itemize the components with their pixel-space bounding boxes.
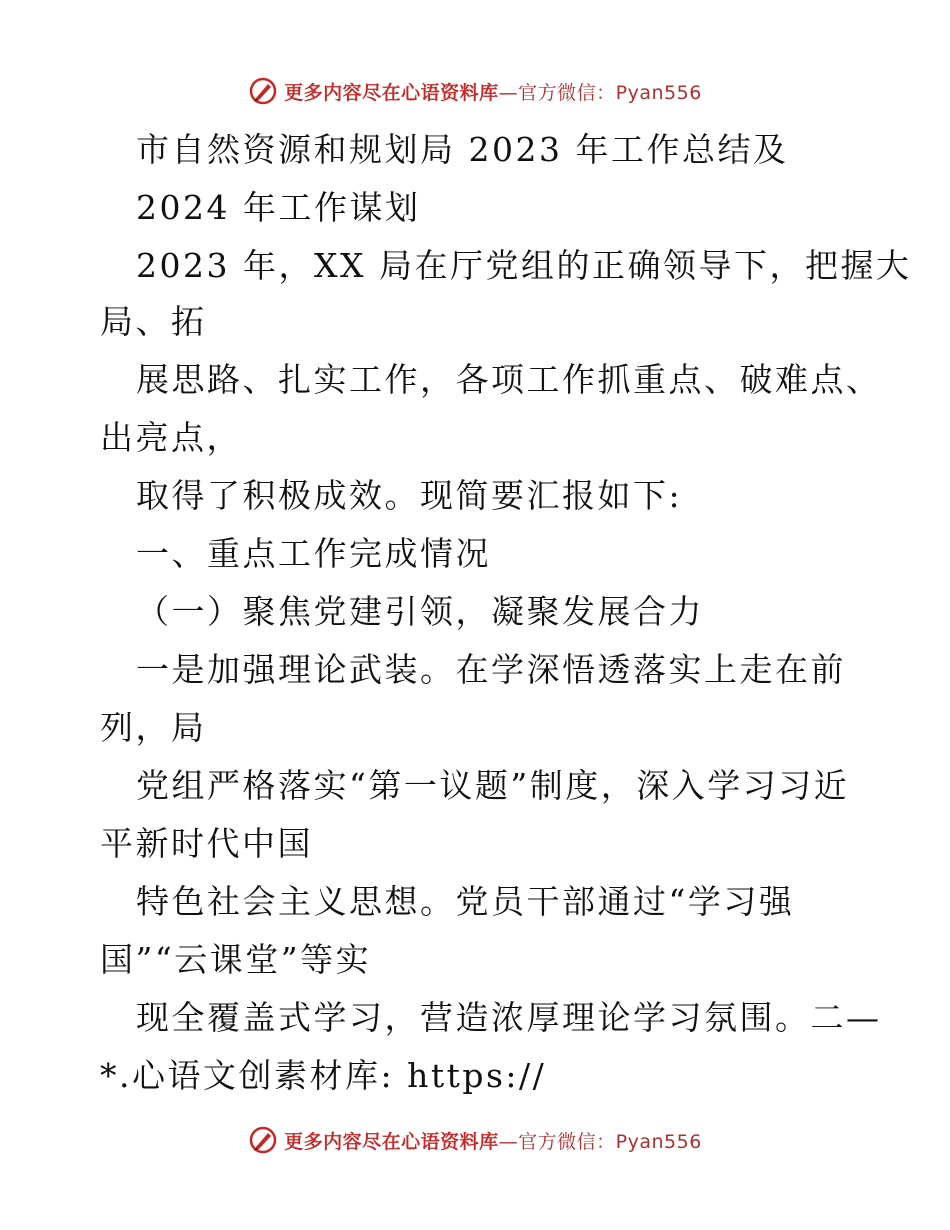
paragraph-line: 展思路、扎实工作，各项工作抓重点、破难点、 [136,360,882,399]
paragraph-line: *.心语文创素材库: https:// [100,1056,547,1095]
watermark-banner-top [0,73,950,109]
paragraph-line: 列，局 [100,708,207,747]
watermark-text: 更多内容尽在心语资料库—官方微信：Pyan556 [284,81,702,104]
paragraph-line: 局、拓 [100,302,207,341]
paragraph-line: 出亮点， [100,418,242,457]
red-pen-logo-icon [248,76,278,106]
paragraph-line: 取得了积极成效。现简要汇报如下: [136,476,683,515]
paragraph-line: 国”“云课堂”等实 [100,940,372,979]
red-pen-logo-icon [248,1125,278,1155]
section-heading: 一、重点工作完成情况 [136,534,491,573]
paragraph-line: 现全覆盖式学习，营造浓厚理论学习氛围。二— [136,998,882,1037]
watermark-text: 更多内容尽在心语资料库—官方微信：Pyan556 [284,1130,702,1153]
paragraph-line: 平新时代中国 [100,824,313,863]
paragraph-line: 一是加强理论武装。在学深悟透落实上走在前 [136,650,846,689]
subsection-heading: （一）聚焦党建引领，凝聚发展合力 [136,592,704,631]
document-title-line-1: 市自然资源和规划局 2023 年工作总结及 [136,130,789,169]
paragraph-line: 2023 年，XX 局在厅党组的正确领导下，把握大 [136,246,912,285]
paragraph-line: 特色社会主义思想。党员干部通过“学习强 [136,882,795,921]
document-title-line-2: 2024 年工作谋划 [136,188,421,227]
watermark-banner-bottom [0,1122,950,1158]
paragraph-line: 党组严格落实“第一议题”制度，深入学习习近 [136,766,850,805]
